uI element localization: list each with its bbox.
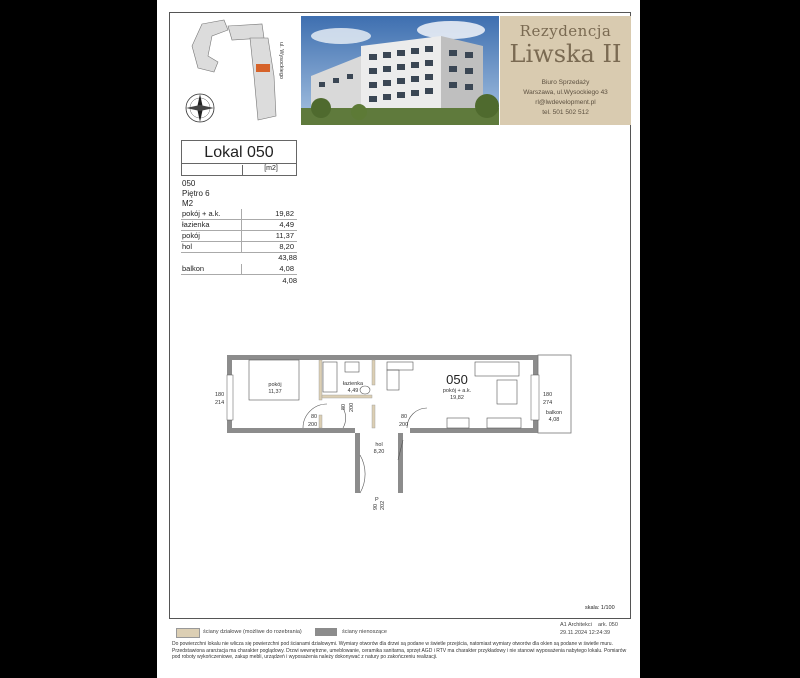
balcony-name: balkon <box>545 410 563 416</box>
bathroom-name: łazienka <box>342 381 364 387</box>
legend-swatch-partition <box>176 628 200 638</box>
room-row: hol 8,20 <box>181 242 297 253</box>
building-key-map <box>172 16 296 128</box>
room1-area: 11,37 <box>268 389 282 395</box>
sales-office-address: Warszawa, ul.Wysockiego 43 <box>523 89 608 96</box>
brand-name-line1: Rezydencja <box>519 22 612 40</box>
legend-swatch-nonbearing <box>315 628 337 636</box>
balcony-area: 4,08 <box>548 417 560 423</box>
entry-door-height: 202 <box>380 500 386 510</box>
plan-unit-number: 050 <box>446 372 468 387</box>
unit-title: Lokal 050 <box>181 140 297 164</box>
brand-name-line2: Liwska II <box>509 40 622 68</box>
living-room-area: 19,82 <box>450 395 464 401</box>
hall-area: 8,20 <box>373 449 385 455</box>
sales-office-label: Biuro Sprzedaży <box>541 79 590 86</box>
footer-disclaimer: Do powierzchni lokalu nie wlicza się powierzchni pod ścianami działowymi. Wymiary otworów dla drzwi są podane w świetle przejścia, natomiast wymiary otworów dla okien są podane w świetle muru. Przedstawiona aranżacja ma charakter poglądowy. Drzwi wewnętrzne, umeblowanie, ceramika sanitarna, sprzęt AGD i RTV ma charakter przykładowy i nie stanowi wyposażenia nabytego lokalu. Pomiarów pod roboty wykończeniowe, zakup mebli, urządzeń i wyposażenia należy dokonywać z natury po zakończeniu realizacji. <box>172 641 627 660</box>
sales-email: rl@lwdevelopment.pl <box>535 99 596 106</box>
rooms-total: 43,88 <box>278 253 297 262</box>
architect-label: A1 Architekci <box>560 622 592 628</box>
legend-nonbearing-walls: ściany nienoszące <box>342 629 387 635</box>
unit-floor: Piętro 6 <box>182 189 210 198</box>
door2-height: 200 <box>349 402 355 412</box>
balcony-total: 4,08 <box>282 276 297 285</box>
legend-partition-walls: ściany działowe (możliwe do rozebrania) <box>203 629 302 635</box>
street-label: ul. Wysockiego <box>278 42 284 79</box>
floor-plan <box>215 350 585 510</box>
room-row: łazienka 4,49 <box>181 220 297 231</box>
door1-height: 200 <box>308 422 318 428</box>
window-right-height: 274 <box>543 400 553 406</box>
door3-width: 80 <box>401 414 408 420</box>
room-row: pokój 11,37 <box>181 231 297 242</box>
sales-phone: tel. 501 502 512 <box>542 109 589 116</box>
balcony-row: balkon 4,08 <box>181 264 297 275</box>
brand-panel <box>500 16 631 125</box>
door1-width: 80 <box>311 414 318 420</box>
building-render-image <box>301 16 499 125</box>
entry-door-width: 90 <box>373 503 379 510</box>
window-right-width: 180 <box>543 392 553 398</box>
door3-height: 200 <box>399 422 409 428</box>
window-left-height: 214 <box>215 400 225 406</box>
unit-header-row <box>181 164 297 176</box>
unit-header: [m2] <box>242 165 299 176</box>
room-row: pokój + a.k. 19,82 <box>181 209 297 220</box>
hall-name: hol <box>375 442 383 448</box>
door2-width: 80 <box>341 403 347 410</box>
unit-type: M2 <box>182 199 194 208</box>
room1-name: pokój <box>268 382 282 388</box>
sheet-number: ark. 050 <box>598 622 618 628</box>
living-room-name: pokój + a.k. <box>442 388 472 394</box>
entry-door-p: P <box>375 497 379 503</box>
plan-scale: skala: 1/100 <box>585 605 615 611</box>
compass-icon <box>186 94 214 122</box>
bathroom-area: 4,49 <box>347 388 359 394</box>
window-left-width: 180 <box>215 392 225 398</box>
unit-number: 050 <box>182 179 196 188</box>
print-timestamp: 29.11.2024 12:24:39 <box>560 630 611 636</box>
